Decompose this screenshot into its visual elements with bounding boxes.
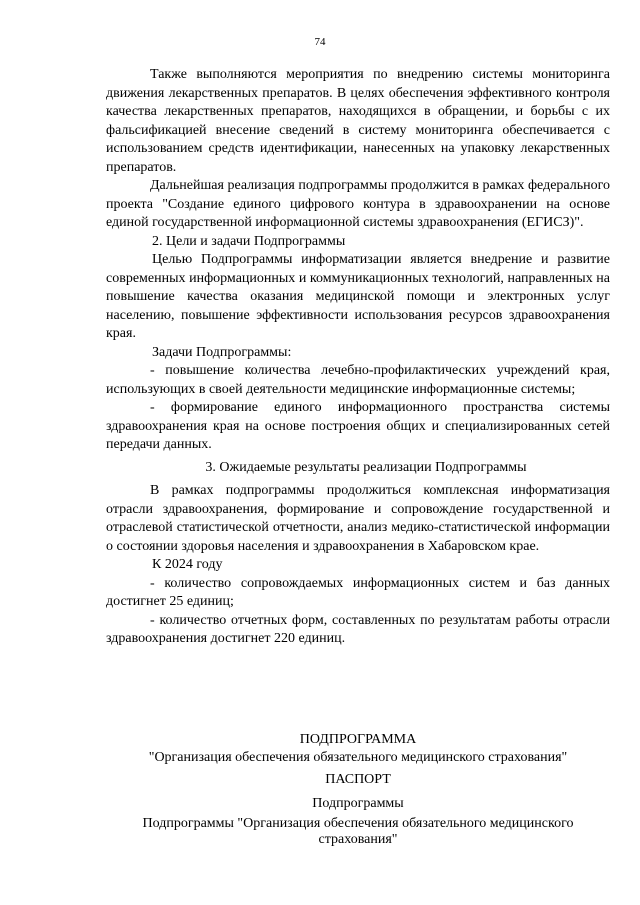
- paragraph-goal: Целью Подпрограммы информатизации является внедрение и развитие современных информационных и коммуникационных технологий, направленных на повышение качества оказания медицинской помощи и электронных услуг населению, повышение эффективности использования ресурсов здравоохранения края.: [106, 252, 610, 341]
- list-item-task-2: - формирование единого информационного пространства системы здравоохранения края на основе построения общих и специализированных сетей передачи данных.: [106, 400, 610, 452]
- paragraph-informatization: В рамках подпрограммы продолжиться комплексная информатизация отрасли здравоохранения, формирование и сопровождение государственной и отраслевой статистической отчетности, анализ медико-статистической информации о состоянии здоровья населения и здравоохранения в Хабаровском крае.: [106, 483, 610, 554]
- passport-subheading: Подпрограммы: [312, 796, 404, 811]
- document-body: [106, 66, 610, 649]
- paragraph-monitoring: Также выполняются мероприятия по внедрению системы мониторинга движения лекарственных препаратов. В целях обеспечения эффективного контроля качества лекарственных препаратов, находящихся в обращении, и борьбы с их фальсификацией внесение сведений в систему мониторинга обеспечивается с использованием средств идентификации, нанесенных на упаковку лекарственных препаратов.: [106, 67, 610, 175]
- paragraph-by-2024: К 2024 году: [152, 557, 223, 572]
- page-number: 74: [314, 36, 326, 48]
- subprogram-heading: ПОДПРОГРАММА: [299, 732, 417, 747]
- passport-title-line-2: страхования": [318, 832, 398, 847]
- list-item-result-1: - количество сопровождаемых информационных систем и баз данных достигнет 25 единиц;: [106, 575, 610, 609]
- list-item-task-1: - повышение количества лечебно-профилактических учреждений края, использующих в своей деятельности медицинские информационные системы;: [106, 363, 610, 397]
- paragraph-tasks-label: Задачи Подпрограммы:: [152, 344, 292, 360]
- section-heading-goals: 2. Цели и задачи Подпрограммы: [152, 233, 346, 249]
- section-heading-results: 3. Ожидаемые результаты реализации Подпрограммы: [205, 459, 527, 475]
- subprogram-name: "Организация обеспечения обязательного медицинского страхования": [148, 750, 568, 765]
- list-item-result-2: - количество отчетных форм, составленных по результатам работы отрасли здравоохранения достигнет 220 единиц.: [106, 612, 610, 646]
- passport-title-line-1: Подпрограммы "Организация обеспечения обязательного медицинского: [142, 816, 574, 831]
- paragraph-federal-project: Дальнейшая реализация подпрограммы продолжится в рамках федерального проекта "Создание единого цифрового контура в здравоохранении на основе единой государственной информационной системы здравоохранения (ЕГИСЗ)".: [106, 178, 610, 230]
- passport-heading: ПАСПОРТ: [325, 772, 391, 787]
